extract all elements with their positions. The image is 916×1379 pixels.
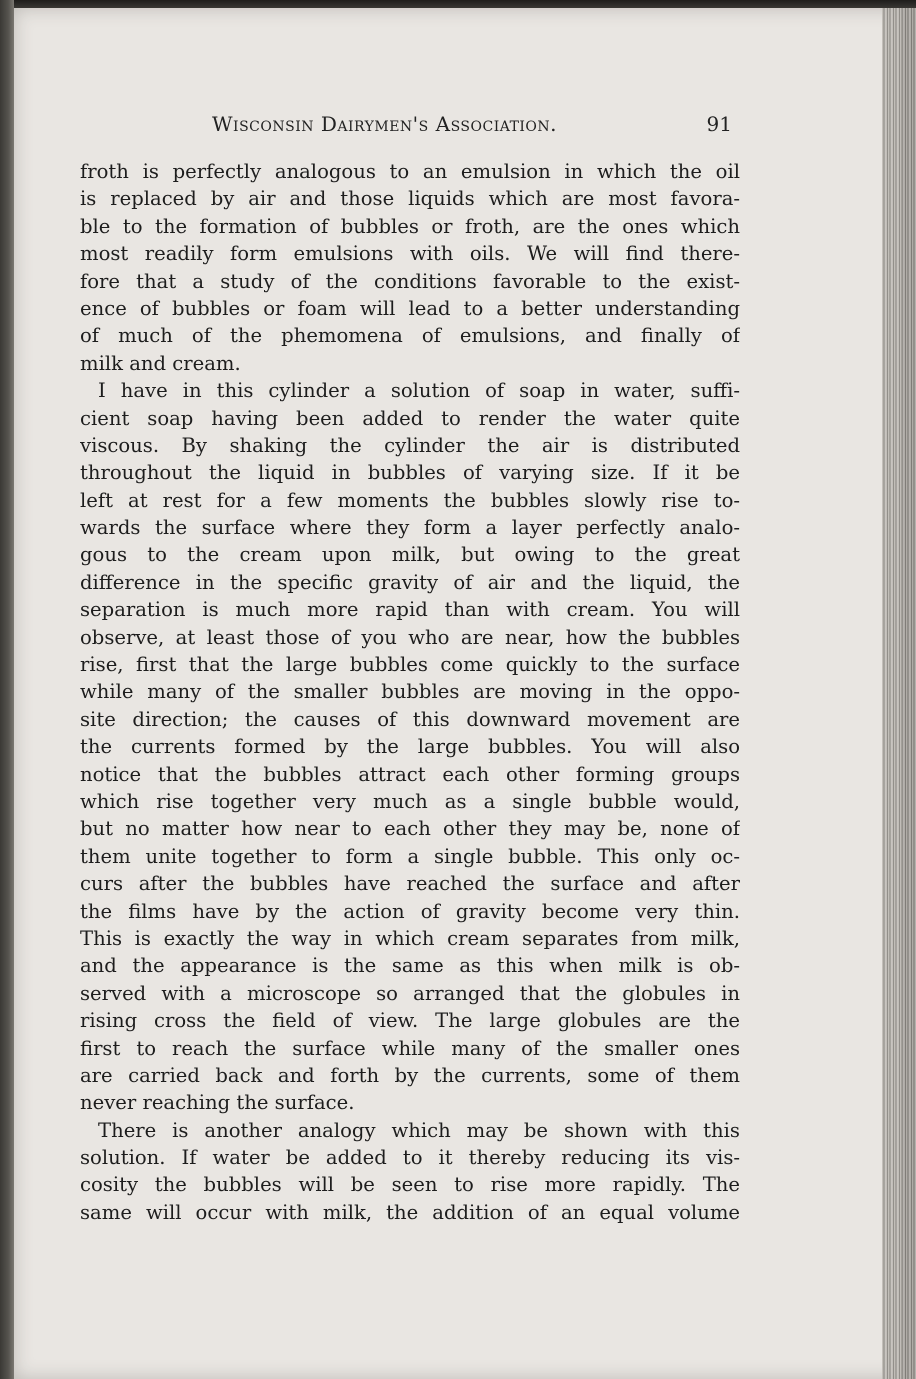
text-line: ence of bubbles or foam will lead to a better understanding [80,296,740,320]
text-line: and the appearance is the same as this when milk is ob- [80,954,740,978]
text-line: froth is perfectly analogous to an emulsion in which the oil [80,160,740,183]
text-line: same will occur with milk, the addition of an equal volume [80,1200,740,1224]
text-line: most readily form emulsions with oils. We will find there- [80,242,740,266]
page-stack-edge [882,8,916,1379]
text-line: are carried back and forth by the currents, some of them [80,1063,740,1087]
running-head: Wisconsin Dairymen's Association. [212,112,558,136]
text-line: them unite together to form a single bubble. This only oc- [80,844,740,868]
text-line: of much of the phemomena of emulsions, and finally of [80,324,740,348]
text-line: There is another analogy which may be shown with this [98,1118,740,1142]
book-spine-edge [0,0,14,1379]
text-line: This is exactly the way in which cream separates from milk, [80,926,740,950]
text-line: I have in this cylinder a solution of soap in water, suffi- [98,379,740,403]
text-line: fore that a study of the conditions favorable to the exist- [80,269,740,293]
text-line: is replaced by air and those liquids which are most favora- [80,187,740,211]
text-line: separation is much more rapid than with cream. You will [80,598,740,622]
text-line: cosity the bubbles will be seen to rise more rapidly. The [80,1173,740,1197]
body-text [80,158,740,1226]
text-line: while many of the smaller bubbles are moving in the oppo- [80,680,740,704]
text-line: left at rest for a few moments the bubbles slowly rise to- [80,488,740,512]
text-line: notice that the bubbles attract each other forming groups [80,762,740,786]
text-line: served with a microscope so arranged that the globules in [80,981,740,1005]
text-line: ble to the formation of bubbles or froth, are the ones which [80,214,740,238]
text-line: first to reach the surface while many of the smaller ones [80,1036,740,1060]
text-line: wards the surface where they form a layer perfectly analo- [80,516,740,540]
text-line: observe, at least those of you who are near, how the bubbles [80,625,740,649]
text-line: milk and cream. [80,351,241,375]
text-line: rising cross the field of view. The large globules are the [80,1009,740,1033]
text-line: which rise together very much as a single bubble would, [80,789,740,813]
text-line: viscous. By shaking the cylinder the air is distributed [80,433,740,457]
text-line: but no matter how near to each other they may be, none of [80,817,740,841]
page-header [212,112,740,142]
text-line: cient soap having been added to render the water quite [80,406,740,430]
text-line: never reaching the surface. [80,1091,355,1115]
text-line: the films have by the action of gravity become very thin. [80,899,740,923]
text-line: gous to the cream upon milk, but owing to the great [80,543,740,567]
text-line: throughout the liquid in bubbles of varying size. If it be [80,461,740,485]
text-line: solution. If water be added to it thereby reducing its vis- [80,1146,740,1170]
text-line: rise, first that the large bubbles come quickly to the surface [80,653,740,677]
text-line: difference in the specific gravity of air and the liquid, the [80,570,740,594]
page-number: 91 [706,112,732,136]
text-line: curs after the bubbles have reached the surface and after [80,872,740,896]
text-line: site direction; the causes of this downward movement are [80,707,740,731]
text-line: the currents formed by the large bubbles. You will also [80,735,740,759]
